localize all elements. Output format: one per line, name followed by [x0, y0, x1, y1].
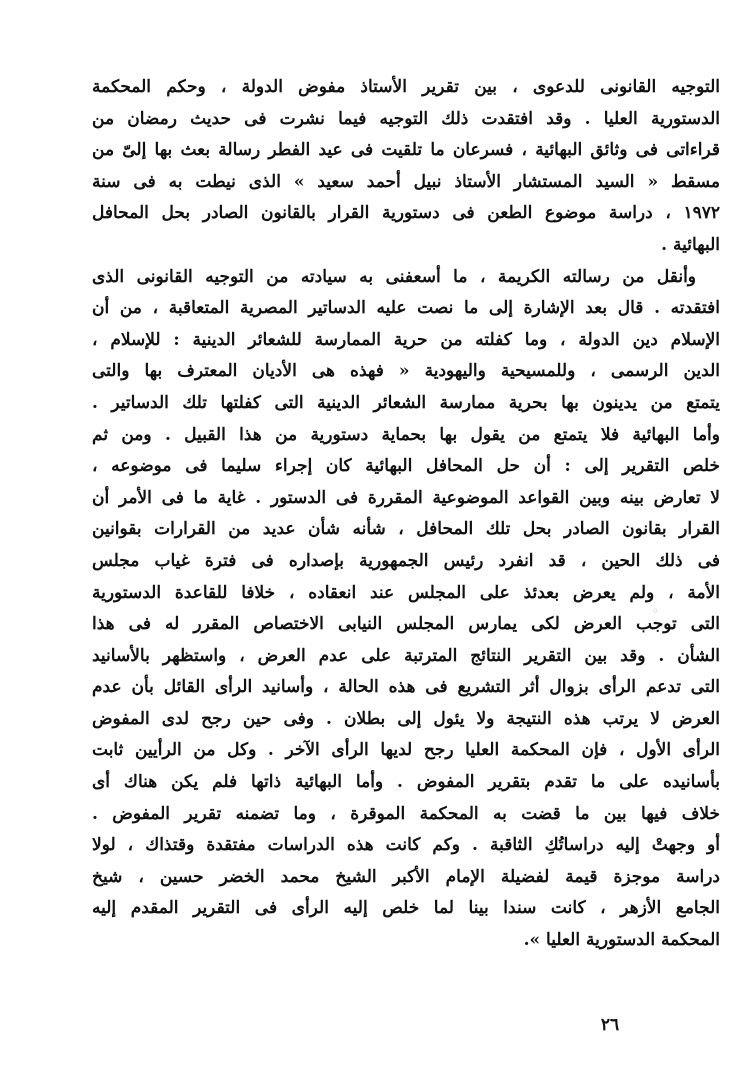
text-line: خلاف فيها بين ما قضت به المحكمة الموقرة ، وما تضمنه تقرير المفوض .: [92, 803, 720, 824]
text-line: بأسانيده على ما تقدم بتقرير المفوض . وأما البهائية ذاتها فلم يكن هناك أى: [92, 772, 720, 793]
text-line: البهائية .: [661, 234, 720, 255]
text-line: الجامع الأزهر ، كانت سندا بينا لما خلص إليه الرأى فى التقرير المقدم إليه: [92, 898, 720, 919]
text-line: فى ذلك الحين ، قد انفرد رئيس الجمهورية بإصداره فى فترة غياب مجلس: [92, 550, 720, 571]
text-line: مسقط « السيد المستشار الأستاذ نبيل أحمد سعيد » الذى نيطت به فى سنة: [92, 171, 720, 192]
text-line: التوجيه القانونى للدعوى ، بين تقرير الأستاذ مفوض الدولة ، وحكم المحكمة: [92, 77, 720, 97]
page-number: ٢٦: [600, 1015, 620, 1035]
text-line: الإسلام دين الدولة ، وما كفلته من حرية الممارسة للشعائر الدينية : للإسلام ،: [92, 329, 720, 350]
text-line: لا تعارض بينه وبين القواعد الموضوعية المقررة فى الدستور . غاية ما فى الأمر أن: [92, 487, 720, 508]
text-line: قراءاتى فى وثائق البهائية ، فسرعان ما تلقيت فى عيد الفطر رسالة بعث بها إلىّ من: [92, 140, 720, 161]
text-line: العرض لا يرتب هذه النتيجة ولا يئول إلى بطلان . وفى حين رجح لدى المفوض: [92, 708, 720, 729]
paragraph-1: [92, 72, 720, 262]
text-line: الأمة ، ولم يعرض بعدئذ على المجلس عند انعقاده ، خلافا للقاعدة الدستورية: [92, 582, 720, 603]
text-line: التى تدعم الرأى بزوال أثر التشريع فى هذه الحالة ، وأسانيد الرأى القائل بأن عدم: [92, 677, 720, 698]
text-line: ١٩٧٢ ، دراسة موضوع الطعن فى دستورية القرار بالقانون الصادر بحل المحافل: [92, 203, 720, 224]
text-line: افتقدته . قال بعد الإشارة إلى ما نصت عليه الدساتير المصرية المتعاقبة ، من أن: [92, 298, 720, 319]
text-line: الشأن . وقد بين التقرير النتائج المترتبة على عدم العرض ، واستظهر بالأسانيد: [92, 645, 720, 666]
text-line: يتمتع من يدينون بها بحرية ممارسة الشعائر الدينية التى كفلتها تلك الدساتير .: [92, 392, 720, 413]
text-line: الدين الرسمى ، وللمسيحية واليهودية « فهذه هى الأديان المعترف بها والتى: [92, 361, 720, 382]
paragraph-2: [92, 262, 720, 957]
text-line: الدستورية العليا . وقد افتقدت ذلك التوجيه فيما نشرت فى حديث رمضان من: [92, 108, 720, 129]
text-line: دراسة موجزة قيمة لفضيلة الإمام الأكبر الشيخ محمد الخضر حسين ، شيخ: [92, 866, 720, 887]
body-text: [92, 72, 720, 957]
text-line: الرأى الأول ، فإن المحكمة العليا رجح لديها الرأى الآخر . وكل من الرأيين ثابت: [92, 740, 720, 761]
text-line: خلص التقرير إلى : أن حل المحافل البهائية كان إجراء سليما فى موضوعه ،: [92, 456, 720, 477]
text-line: وأنقل من رسالته الكريمة ، ما أسعفنى به سيادته من التوجيه القانونى الذى: [92, 266, 696, 287]
text-line: القرار بقانون الصادر بحل تلك المحافل ، شأنه شأن عديد من القرارات بقوانين: [92, 519, 720, 540]
text-line: وأما البهائية فلا يتمتع من يقول بها بحماية دستورية من هذا القبيل . ومن ثم: [92, 424, 720, 445]
text-line: التى توجب العرض لكى يمارس المجلس النيابى الاختصاص المقرر له فى هذا: [92, 614, 720, 635]
text-line: أو وجهتْ إليه دراساتُكِ الثاقبة . وكم كانت هذه الدراسات مفتقدة وقتذاك ، لولا: [92, 835, 720, 856]
margin-mark: ◦: [652, 604, 660, 618]
text-line: المحكمة الدستورية العليا ».: [523, 930, 720, 951]
